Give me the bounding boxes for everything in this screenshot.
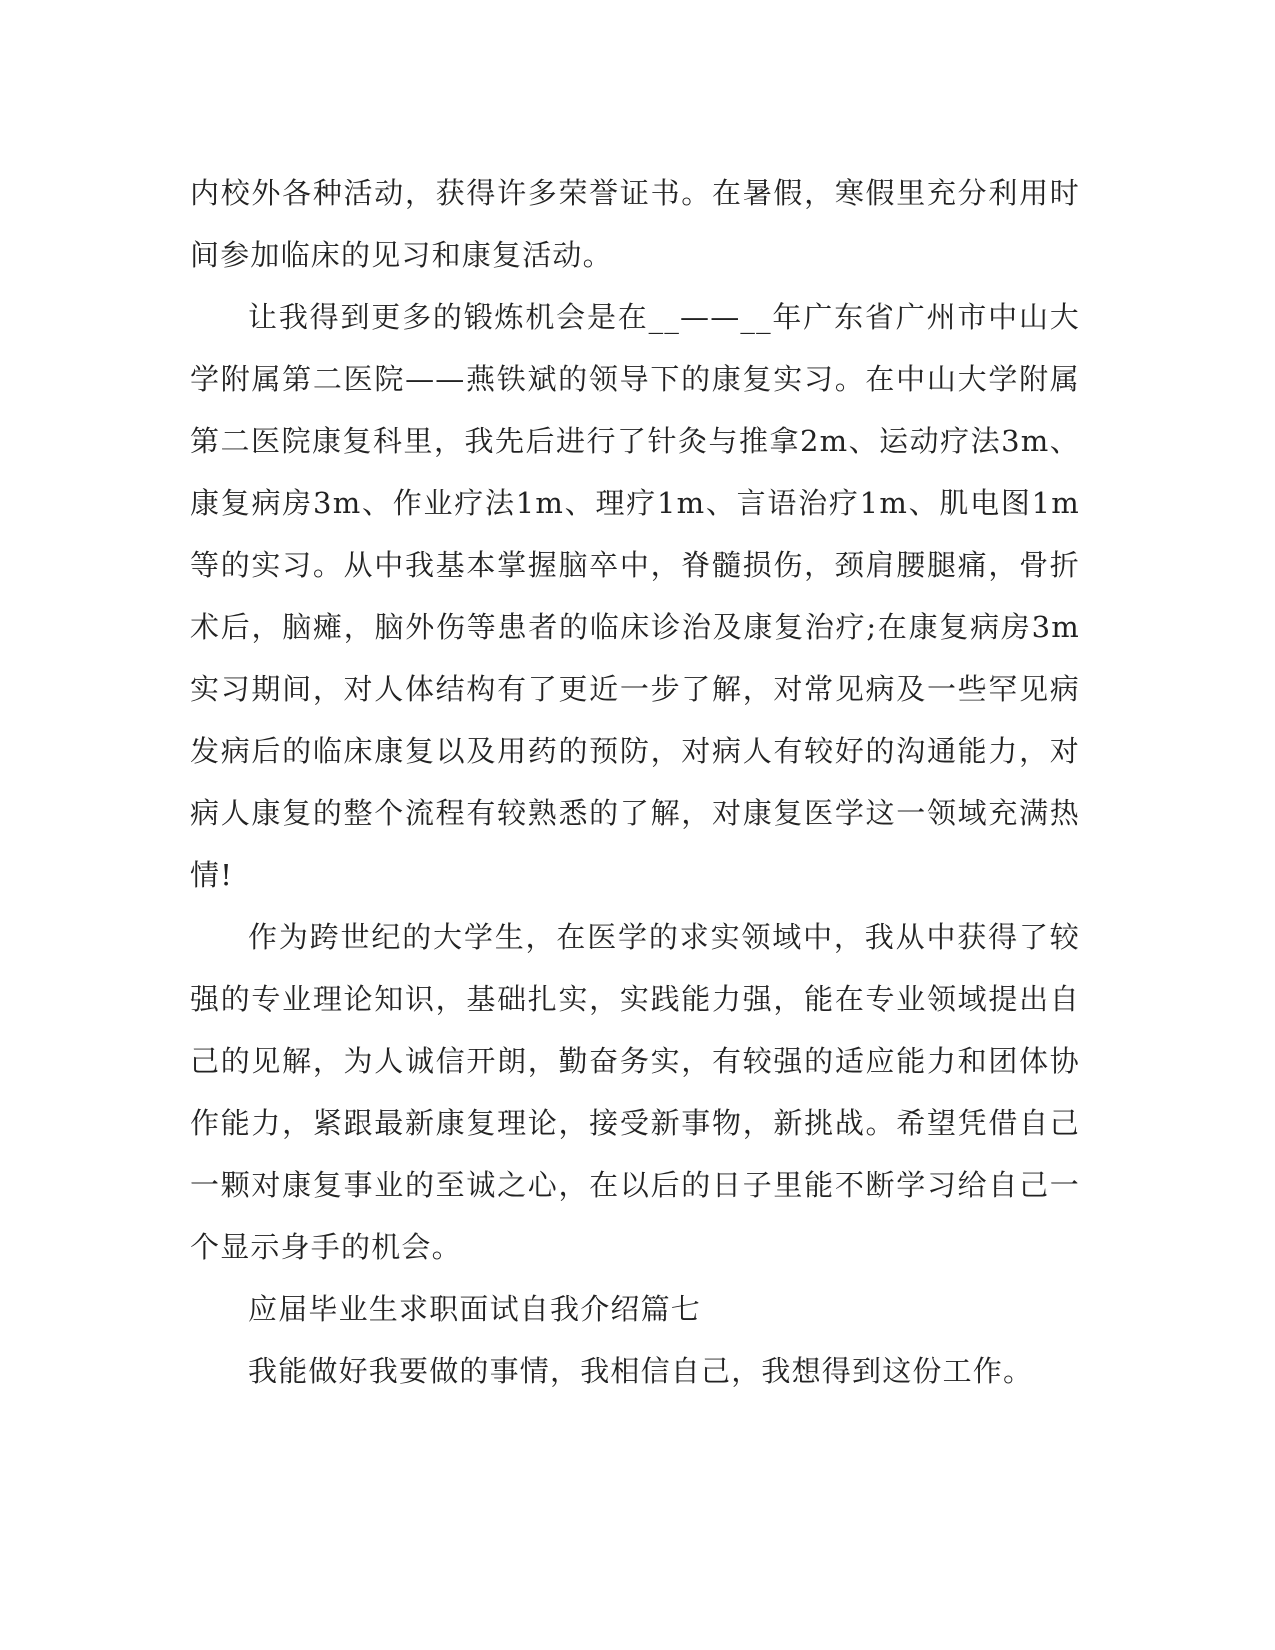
paragraph-self-assessment: 作为跨世纪的大学生，在医学的求实领域中，我从中获得了较强的专业理论知识，基础扎实，实践能力强，能在专业领域提出自己的见解，为人诚信开朗，勤奋务实，有较强的适应能力和团体协作能力，紧跟最新康复理论，接受新事物，新挑战。希望凭借自己一颗对康复事业的至诚之心，在以后的日子里能不断学习给自己一个显示身手的机会。	[190, 920, 1080, 1264]
paragraph-internship: 让我得到更多的锻炼机会是在__——__年广东省广州市中山大学附属第二医院——燕铁斌的领导下的康复实习。在中山大学附属第二医院康复科里，我先后进行了针灸与推拿2m、运动疗法3m、康复病房3m、作业疗法1m、理疗1m、言语治疗1m、肌电图1m等的实习。从中我基本掌握脑卒中，脊髓损伤，颈肩腰腿痛，骨折术后，脑瘫，脑外伤等患者的临床诊治及康复治疗;在康复病房3m实习期间，对人体结构有了更近一步了解，对常见病及一些罕见病发病后的临床康复以及用药的预防，对病人有较好的沟通能力，对病人康复的整个流程有较熟悉的了解，对康复医学这一领域充满热情!	[190, 300, 1080, 892]
paragraph-activities: 内校外各种活动，获得许多荣誉证书。在暑假，寒假里充分利用时间参加临床的见习和康复活动。	[190, 176, 1080, 272]
document-body	[190, 162, 1080, 1402]
paragraph-closing: 我能做好我要做的事情，我相信自己，我想得到这份工作。	[248, 1354, 1034, 1388]
section-heading: 应届毕业生求职面试自我介绍篇七	[248, 1292, 702, 1326]
